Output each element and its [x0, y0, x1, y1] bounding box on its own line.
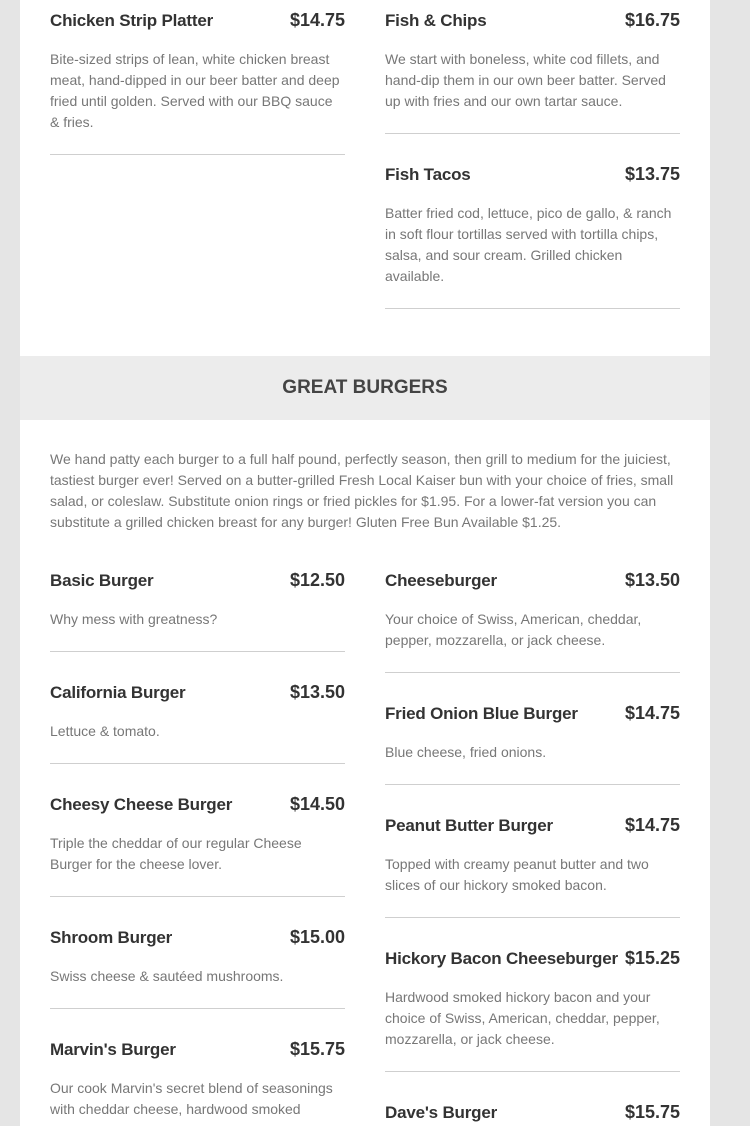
item-description: Topped with creamy peanut butter and two slices of our hickory smoked bacon.: [385, 856, 649, 893]
menu-item: [385, 948, 680, 1072]
item-description: Why mess with greatness?: [50, 611, 218, 627]
item-price: $16.75: [624, 10, 680, 30]
item-divider: [50, 1008, 345, 1009]
item-divider: [385, 917, 680, 918]
item-description: Blue cheese, fried onions.: [385, 744, 547, 760]
item-name: Shroom Burger: [50, 928, 173, 947]
item-description: Swiss cheese & sautéed mushrooms.: [50, 968, 284, 984]
item-price: $14.75: [624, 703, 680, 723]
item-name: Fish Tacos: [385, 165, 471, 184]
menu-item: [385, 815, 680, 918]
item-price: $15.25: [624, 948, 680, 968]
item-name: Fried Onion Blue Burger: [385, 704, 578, 723]
item-divider: [385, 133, 680, 134]
item-description: We start with boneless, white cod fillets, and hand-dip them in our own beer batter. Served up with fries and our own tartar sauce.: [385, 51, 666, 109]
menu-item: [50, 794, 345, 897]
top-right-column: [385, 10, 680, 309]
item-price: $14.75: [624, 815, 680, 835]
item-divider: [50, 763, 345, 764]
menu-item: [50, 1039, 345, 1120]
item-description: Lettuce & tomato.: [50, 723, 160, 739]
item-price: $14.75: [289, 10, 345, 30]
menu-item: [385, 1102, 680, 1123]
item-description: Your choice of Swiss, American, cheddar, pepper, mozzarella, or jack cheese.: [385, 611, 642, 648]
item-divider: [50, 896, 345, 897]
item-divider: [385, 308, 680, 309]
top-left-column: [50, 10, 345, 155]
menu-item: [50, 10, 345, 155]
item-price: $12.50: [289, 570, 345, 590]
item-name: Dave's Burger: [385, 1103, 497, 1122]
item-description: Bite-sized strips of lean, white chicken breast meat, hand-dipped in our beer batter and deep fried until golden. Served with our BBQ sauce & fries.: [50, 51, 340, 130]
item-name: Cheeseburger: [385, 571, 497, 590]
item-price: $15.75: [624, 1102, 680, 1122]
burgers-left-column: [50, 570, 345, 1120]
item-name: Fish & Chips: [385, 11, 487, 30]
menu-item: [385, 570, 680, 673]
section-title: GREAT BURGERS: [282, 377, 448, 398]
item-divider: [50, 651, 345, 652]
burgers-right-column: [385, 570, 680, 1123]
menu-item: [385, 10, 680, 134]
item-name: Peanut Butter Burger: [385, 816, 553, 835]
section-intro: We hand patty each burger to a full half pound, perfectly season, then grill to medium for the juiciest, tastiest burger ever! Served on a butter-grilled Fresh Local Kaiser bun with your choice of fries, small salad, or coleslaw. Substitute onion rings or fried pickles for $1.95. For a lower-fat version you can substitute a grilled chicken breast for any burger! Gluten Free Bun Available $1.25.: [50, 451, 674, 530]
menu-item: [50, 927, 345, 1009]
item-name: Basic Burger: [50, 571, 154, 590]
item-price: $13.50: [624, 570, 680, 590]
item-price: $15.00: [289, 927, 345, 947]
item-divider: [385, 784, 680, 785]
item-divider: [385, 672, 680, 673]
item-description: Batter fried cod, lettuce, pico de gallo, & ranch in soft flour tortillas served with tortilla chips, salsa, and sour cream. Grilled chicken available.: [385, 205, 672, 284]
item-price: $15.75: [289, 1039, 345, 1059]
menu-item: [385, 164, 680, 309]
item-divider: [385, 1071, 680, 1072]
item-name: Hickory Bacon Cheeseburger: [385, 949, 618, 968]
menu-item: [50, 682, 345, 764]
item-description: Our cook Marvin's secret blend of seasonings with cheddar cheese, hardwood smoked: [50, 1080, 333, 1117]
menu-item: [385, 703, 680, 785]
item-price: $13.50: [289, 682, 345, 702]
item-description: Hardwood smoked hickory bacon and your choice of Swiss, American, cheddar, pepper, mozzarella, or jack cheese.: [385, 989, 660, 1047]
item-description: Triple the cheddar of our regular Cheese Burger for the cheese lover.: [50, 835, 302, 872]
menu-item: [50, 570, 345, 652]
item-divider: [50, 154, 345, 155]
item-name: Cheesy Cheese Burger: [50, 795, 233, 814]
item-name: California Burger: [50, 683, 186, 702]
item-name: Marvin's Burger: [50, 1040, 176, 1059]
section-header: [20, 356, 710, 420]
item-price: $14.50: [289, 794, 345, 814]
item-name: Chicken Strip Platter: [50, 11, 214, 30]
menu-page: [20, 0, 710, 1126]
item-price: $13.75: [624, 164, 680, 184]
